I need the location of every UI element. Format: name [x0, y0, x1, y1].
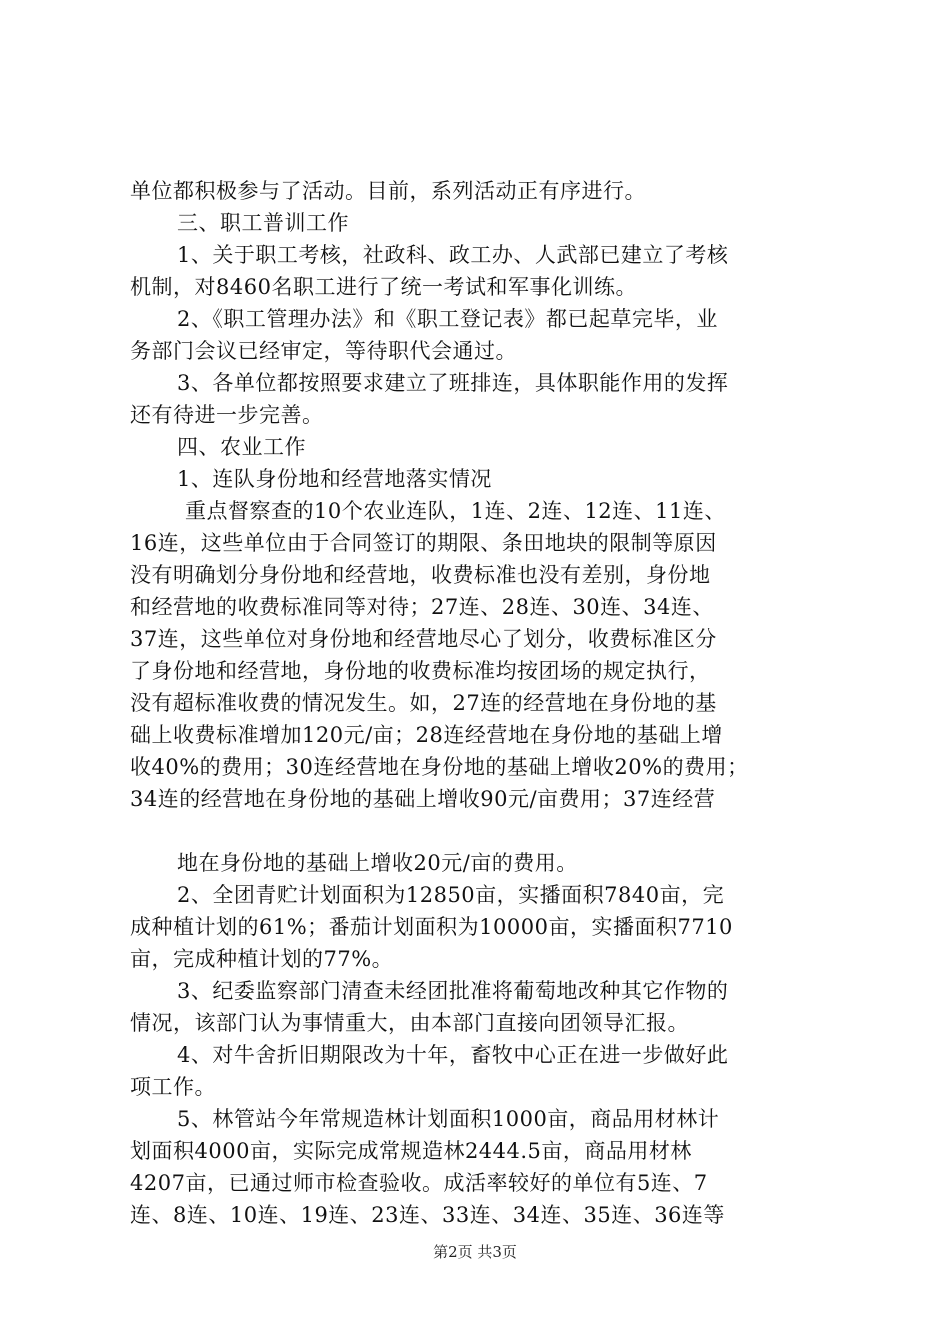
text-line: 没有超标准收费的情况发生。如，27连的经营地在身份地的基	[130, 691, 717, 715]
text-line: 3、纪委监察部门清查未经团批准将葡萄地改种其它作物的	[177, 979, 729, 1003]
text-line: 2、全团青贮计划面积为12850亩，实播面积7840亩，完	[177, 883, 725, 907]
text-line: 成种植计划的61%；番茄计划面积为10000亩，实播面积7710	[130, 915, 733, 939]
page-footer: 第2页 共3页	[433, 1243, 517, 1261]
text-line: 1、关于职工考核，社政科、政工办、人武部已建立了考核	[177, 243, 729, 267]
text-line: 没有明确划分身份地和经营地，收费标准也没有差别，身份地	[130, 563, 711, 587]
text-line: 34连的经营地在身份地的基础上增收90元/亩费用；37连经营	[130, 787, 716, 811]
text-line: 和经营地的收费标准同等对待；27连、28连、30连、34连、	[130, 595, 714, 619]
text-line: 5、林管站今年常规造林计划面积1000亩，商品用材林计	[177, 1107, 720, 1131]
text-line: 单位都积极参与了活动。目前，系列活动正有序进行。	[130, 179, 646, 203]
subsection-heading: 1、连队身份地和经营地落实情况	[177, 467, 492, 491]
text-line: 划面积4000亩，实际完成常规造林2444.5亩，商品用材林	[130, 1139, 692, 1163]
text-line: 2、《职工管理办法》和《职工登记表》都已起草完毕，业	[177, 307, 718, 331]
text-line: 亩，完成种植计划的77%。	[130, 947, 394, 971]
text-line: 项工作。	[130, 1075, 216, 1099]
text-line: 础上收费标准增加120元/亩；28连经营地在身份地的基础上增	[130, 723, 723, 747]
text-line: 还有待进一步完善。	[130, 403, 324, 427]
text-line: 4、对牛舍折旧期限改为十年，畜牧中心正在进一步做好此	[177, 1043, 729, 1067]
text-line: 收40%的费用；30连经营地在身份地的基础上增收20%的费用；	[130, 755, 749, 779]
text-line: 机制，对8460名职工进行了统一考试和军事化训练。	[130, 275, 637, 299]
text-line: 16连，这些单位由于合同签订的期限、条田地块的限制等原因	[130, 531, 717, 555]
text-line: 情况，该部门认为事情重大，由本部门直接向团领导汇报。	[130, 1011, 689, 1035]
text-line: 重点督察查的10个农业连队，1连、2连、12连、11连、	[185, 499, 726, 523]
text-line: 地在身份地的基础上增收20元/亩的费用。	[177, 851, 578, 875]
text-line: 37连，这些单位对身份地和经营地尽心了划分，收费标准区分	[130, 627, 717, 651]
text-line: 务部门会议已经审定，等待职代会通过。	[130, 339, 517, 363]
text-line: 了身份地和经营地，身份地的收费标准均按团场的规定执行，	[130, 659, 711, 683]
text-line: 4207亩，已通过师市检查验收。成活率较好的单位有5连、7	[130, 1171, 708, 1195]
text-line: 3、各单位都按照要求建立了班排连，具体职能作用的发挥	[177, 371, 729, 395]
section-heading: 四、农业工作	[177, 435, 306, 459]
text-line: 连、8连、10连、19连、23连、33连、34连、35连、36连等	[130, 1203, 725, 1227]
section-heading: 三、职工普训工作	[177, 211, 349, 235]
